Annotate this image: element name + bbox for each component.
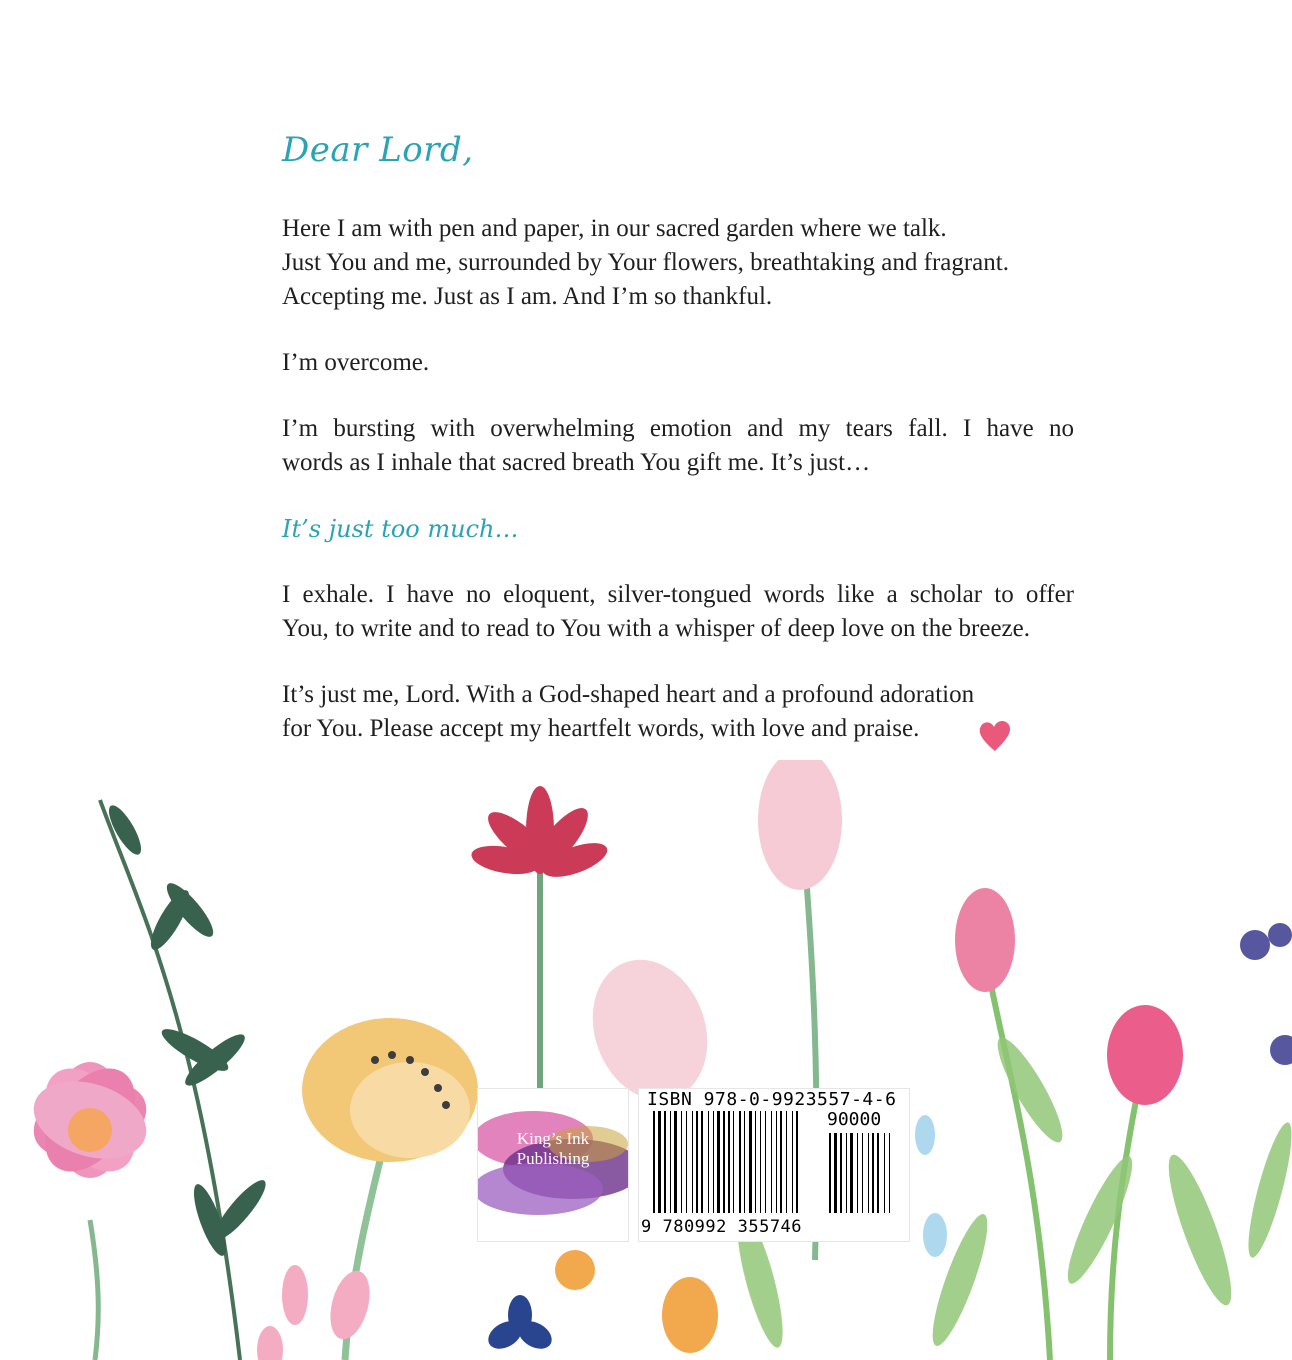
letter [282,120,1074,746]
para1-line1: Here I am with pen and paper, in our sacred garden where we talk. [282,215,947,242]
addon-bar [868,1133,869,1213]
barcode-bar [701,1111,703,1213]
ean-number: 9 780992 355746 [641,1217,803,1237]
barcode-bar [723,1111,725,1213]
barcode-bar [696,1111,698,1213]
para1-line2: Just You and me, surrounded by Your flowers, breathtaking and fragrant. [282,249,1009,276]
addon-bar [889,1133,890,1213]
para3-line1: I’m bursting with overwhelming emotion and my tears fall. I have no [282,415,1074,442]
barcode-bar [728,1111,730,1213]
barcode-bar [771,1111,772,1213]
barcode-bar [796,1111,798,1213]
watercolor-flowers-illustration [0,760,1292,1360]
addon-bar [862,1133,863,1213]
barcode-bars [653,1111,903,1217]
salutation: Dear Lord, [282,130,474,170]
para4-line1: I exhale. I have no eloquent, silver-tongued words like a scholar to offer [282,581,1074,608]
para2: I’m overcome. [282,349,430,376]
para5-line1: It’s just me, Lord. With a God-shaped heart and a profound adoration [282,681,975,708]
addon-bar [857,1133,858,1213]
addon-bar [834,1133,837,1213]
barcode-bar [780,1111,782,1213]
isbn-label: ISBN 978-0-9923557-4-6 [647,1089,897,1110]
barcode-bar [776,1111,777,1213]
heart-icon [975,715,1015,755]
barcode-bar [713,1111,714,1213]
publisher-logo [477,1088,629,1242]
publisher-name [478,1129,628,1169]
barcode-bar [755,1111,756,1213]
aside-line: It’s just too much… [282,515,519,543]
addon-bar [829,1133,831,1213]
barcode-bar [674,1111,677,1213]
publisher-name-line1: King’s Ink [516,1129,590,1148]
addon-bar [884,1133,885,1213]
barcode-bar [749,1111,752,1213]
barcode-bar [692,1111,693,1213]
barcode-bar [765,1111,766,1213]
barcode-bar [670,1111,671,1213]
isbn-barcode [638,1088,910,1242]
para5-line2: for You. Please accept my heartfelt words, with love and praise. [282,715,920,742]
barcode-bar [733,1111,734,1213]
barcode-bar [717,1111,720,1213]
para3-line2: words as I inhale that sacred breath You gift me. It’s just… [282,449,871,476]
barcode-bar [686,1111,687,1213]
addon-bar [840,1133,842,1213]
barcode-bar [786,1111,787,1213]
addon-bar [872,1133,874,1213]
addon-code: 90000 [827,1109,882,1130]
barcode-bar [681,1111,682,1213]
addon-bar [877,1133,879,1213]
barcode-bar [760,1111,761,1213]
barcode-bar [744,1111,745,1213]
barcode-bar [792,1111,793,1213]
publisher-name-line2: Publishing [516,1149,590,1168]
addon-bar [846,1133,847,1213]
barcode-bar [658,1111,661,1213]
barcode-bar [708,1111,709,1213]
para1-line3: Accepting me. Just as I am. And I’m so thankful. [282,283,773,310]
barcode-bar [664,1111,666,1213]
addon-bar [850,1133,853,1213]
para4-line2: You, to write and to read to You with a whisper of deep love on the breeze. [282,615,1030,642]
barcode-bar [739,1111,741,1213]
barcode-bar [653,1111,655,1213]
